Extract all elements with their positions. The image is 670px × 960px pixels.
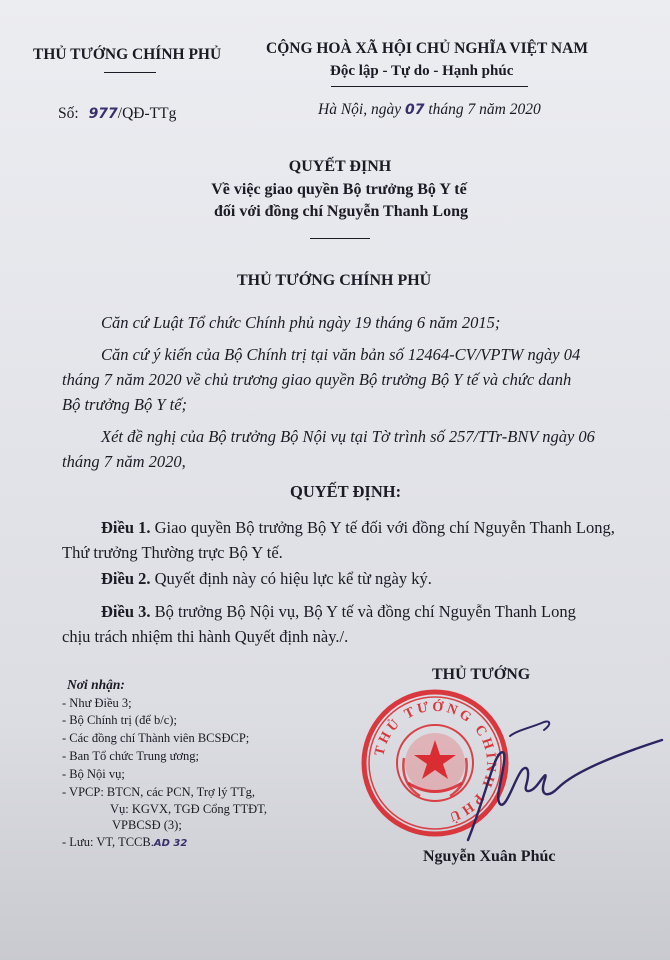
number-label: Số: (58, 105, 79, 122)
initials-handwritten: AD 32 (153, 838, 188, 849)
signature-scribble-icon (440, 700, 670, 850)
motto-underline (331, 86, 528, 87)
decision-subject-line1: Về việc giao quyền Bộ trưởng Bộ Y tế (211, 181, 467, 198)
recipient-item: - Các đồng chí Thành viên BCSĐCP; (62, 731, 250, 745)
signer-title: THỦ TƯỚNG (432, 666, 531, 683)
authority-heading: THỦ TƯỚNG CHÍNH PHỦ (237, 272, 432, 289)
article-1-line1 (101, 518, 615, 538)
national-motto: Độc lập - Tự do - Hạnh phúc (330, 63, 514, 79)
preamble-basis-2-line3: Bộ trưởng Bộ Y tế; (62, 395, 188, 414)
recipient-item: Vụ: KGVX, TGĐ Cổng TTĐT, (110, 802, 267, 816)
recipient-item: - Ban Tổ chức Trung ương; (62, 749, 199, 763)
preamble-basis-3-line1: Xét đề nghị của Bộ trưởng Bộ Nội vụ tại Tờ trình số 257/TTr-BNV ngày 06 (101, 427, 595, 446)
document-number (58, 105, 176, 123)
article-2-text: Quyết định này có hiệu lực kể từ ngày ký. (150, 569, 432, 588)
date-prefix: Hà Nội, ngày (318, 101, 402, 118)
recipient-archive: - Lưu: VT, TCCB. (62, 835, 154, 849)
preamble-basis-1: Căn cứ Luật Tổ chức Chính phủ ngày 19 tháng 6 năm 2015; (101, 313, 501, 332)
article-3-text: Bộ trưởng Bộ Nội vụ, Bộ Y tế và đồng chí Nguyễn Thanh Long (150, 602, 576, 621)
recipient-item: VPBCSĐ (3); (112, 818, 182, 832)
country-name: CỘNG HOÀ XÃ HỘI CHỦ NGHĨA VIỆT NAM (266, 40, 588, 57)
seal-text: THỦ TƯỚNG CHÍNH PHỦ (372, 699, 499, 825)
article-3-label: Điều 3. (101, 602, 151, 621)
recipient-item (62, 836, 187, 849)
issuer-underline (104, 72, 156, 73)
number-suffix: /QĐ-TTg (117, 105, 177, 122)
article-2-label: Điều 2. (101, 569, 151, 588)
decide-heading: QUYẾT ĐỊNH: (290, 482, 402, 501)
recipients-heading: Nơi nhận: (67, 677, 125, 692)
decision-subject-line2: đối với đồng chí Nguyễn Thanh Long (214, 203, 468, 220)
recipient-item: - Bộ Nội vụ; (62, 767, 125, 781)
article-3-line1 (101, 602, 576, 622)
signer-name: Nguyễn Xuân Phúc (423, 848, 556, 865)
article-1-label: Điều 1. (101, 518, 151, 537)
decision-title: QUYẾT ĐỊNH (288, 158, 392, 175)
recipient-item: - Bộ Chính trị (để b/c); (62, 713, 177, 727)
recipient-item: - Như Điều 3; (62, 696, 132, 710)
number-handwritten: 977 (88, 106, 118, 122)
preamble-basis-2-line1: Căn cứ ý kiến của Bộ Chính trị tại văn bản số 12464-CV/VPTW ngày 04 (101, 345, 581, 364)
title-divider (310, 238, 370, 239)
preamble-basis-3-line2: tháng 7 năm 2020, (62, 452, 186, 471)
recipient-item: - VPCP: BTCN, các PCN, Trợ lý TTg, (62, 785, 255, 799)
preamble-basis-2-line2: tháng 7 năm 2020 về chủ trương giao quyền Bộ trưởng Bộ Y tế và chức danh (62, 370, 572, 389)
date-suffix: tháng 7 năm 2020 (428, 101, 541, 118)
document-date (318, 101, 541, 119)
article-1-line2: Thứ trưởng Thường trực Bộ Y tế. (62, 543, 283, 562)
issuer-name: THỦ TƯỚNG CHÍNH PHỦ (33, 46, 222, 63)
article-3-line2: chịu trách nhiệm thi hành Quyết định này./. (62, 627, 349, 646)
article-1-text: Giao quyền Bộ trưởng Bộ Y tế đối với đồng chí Nguyễn Thanh Long, (150, 518, 615, 537)
date-day-handwritten: 07 (404, 102, 425, 118)
article-2 (101, 569, 432, 589)
